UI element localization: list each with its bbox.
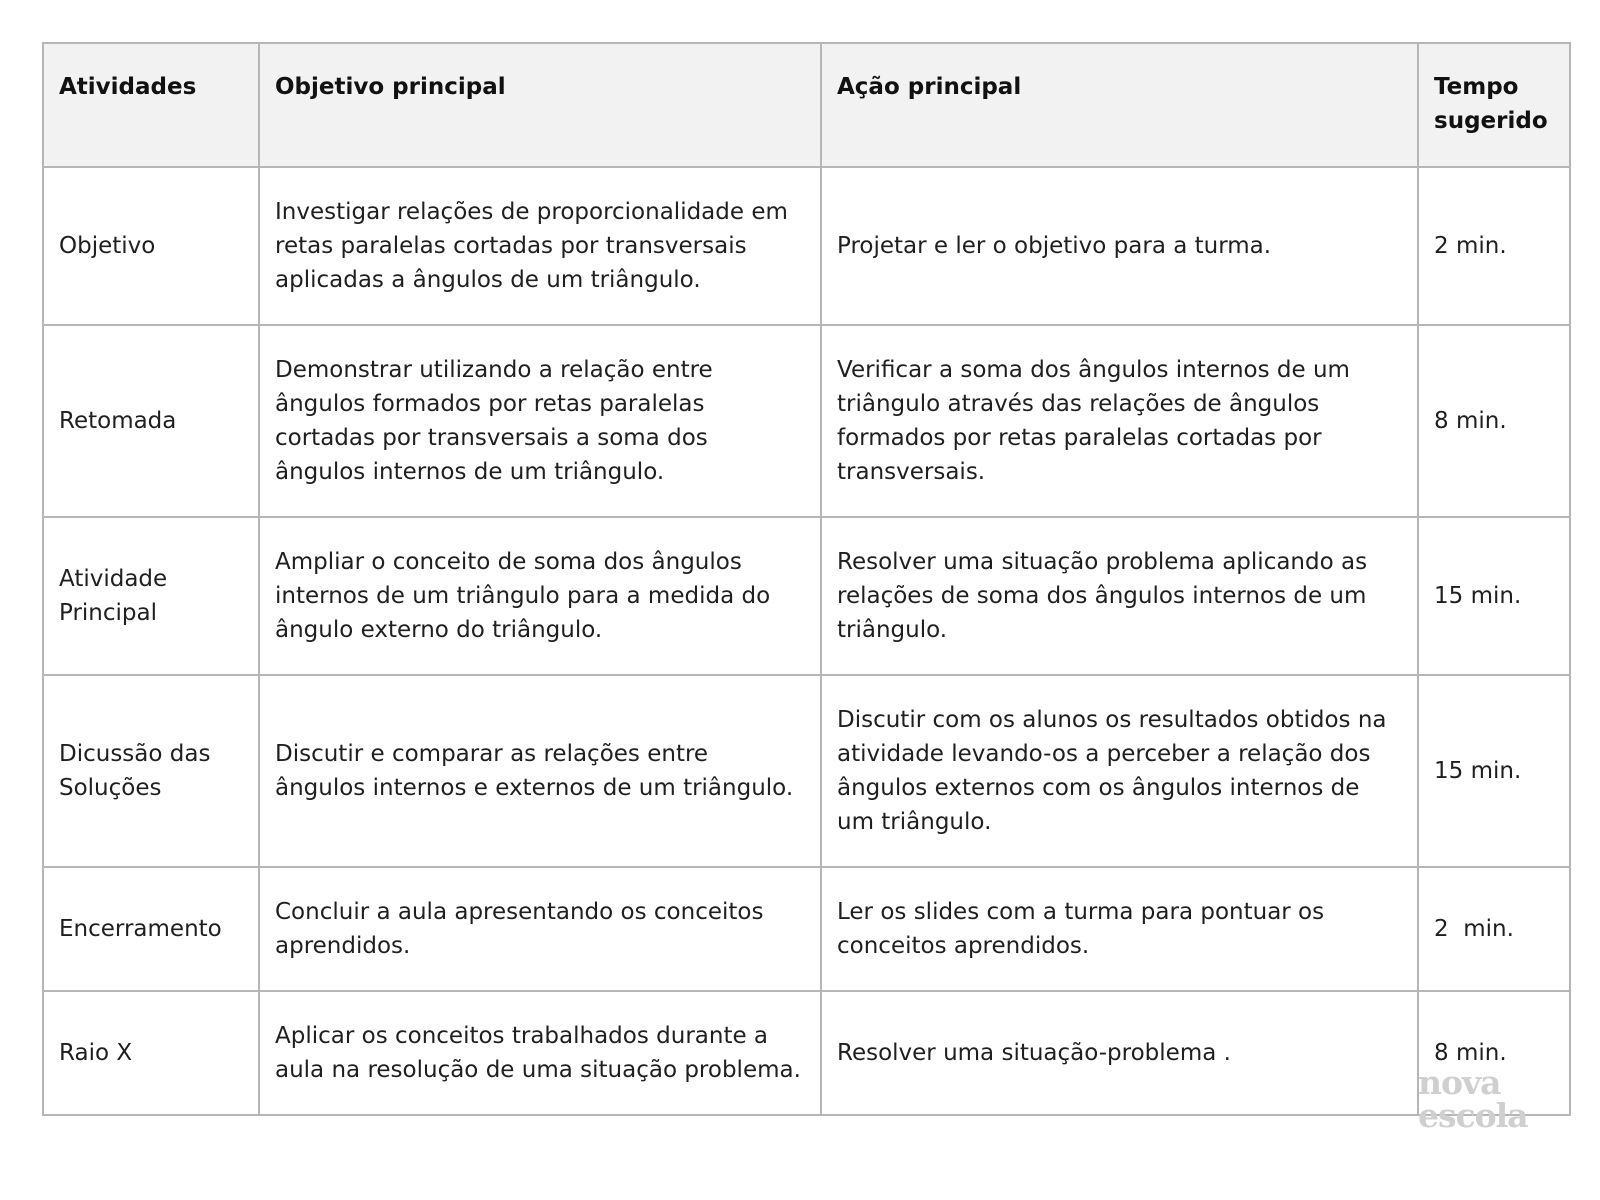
cell-tempo: 8 min. (1418, 991, 1570, 1115)
cell-objetivo: Aplicar os conceitos trabalhados durante a aula na resolução de uma situação problema. (259, 991, 821, 1115)
header-tempo-sugerido: Tempo sugerido (1418, 43, 1570, 167)
logo-line-2: escola (1418, 1096, 1528, 1135)
cell-objetivo: Concluir a aula apresentando os conceitos aprendidos. (259, 867, 821, 991)
cell-acao: Ler os slides com a turma para pontuar os conceitos aprendidos. (821, 867, 1418, 991)
cell-objetivo: Demonstrar utilizando a relação entre ângulos formados por retas paralelas cortadas por transversais a soma dos ângulos internos de um triângulo. (259, 325, 821, 517)
header-acao-principal: Ação principal (821, 43, 1418, 167)
cell-tempo: 8 min. (1418, 325, 1570, 517)
lesson-plan-table (42, 42, 1571, 1116)
cell-atividade: Encerramento (43, 867, 259, 991)
logo-line-1: nova (1418, 1063, 1501, 1102)
cell-tempo: 2 min. (1418, 867, 1570, 991)
table-row (43, 675, 1570, 867)
table-row (43, 517, 1570, 675)
cell-objetivo: Investigar relações de proporcionalidade em retas paralelas cortadas por transversais aplicadas a ângulos de um triângulo. (259, 167, 821, 325)
cell-acao: Verificar a soma dos ângulos internos de um triângulo através das relações de ângulos formados por retas paralelas cortadas por transversais. (821, 325, 1418, 517)
cell-acao: Resolver uma situação problema aplicando as relações de soma dos ângulos internos de um triângulo. (821, 517, 1418, 675)
cell-atividade: Raio X (43, 991, 259, 1115)
table-header-row (43, 43, 1570, 167)
cell-tempo: 15 min. (1418, 675, 1570, 867)
cell-tempo: 2 min. (1418, 167, 1570, 325)
table-row (43, 991, 1570, 1115)
cell-acao: Discutir com os alunos os resultados obtidos na atividade levando-os a perceber a relação dos ângulos externos com os ângulos internos de um triângulo. (821, 675, 1418, 867)
cell-acao: Projetar e ler o objetivo para a turma. (821, 167, 1418, 325)
cell-atividade: Atividade Principal (43, 517, 259, 675)
nova-escola-logo (1418, 1063, 1528, 1135)
cell-atividade: Retomada (43, 325, 259, 517)
cell-atividade: Objetivo (43, 167, 259, 325)
table-row (43, 867, 1570, 991)
cell-acao: Resolver uma situação-problema . (821, 991, 1418, 1115)
table-row (43, 325, 1570, 517)
cell-tempo: 15 min. (1418, 517, 1570, 675)
header-atividades: Atividades (43, 43, 259, 167)
cell-objetivo: Ampliar o conceito de soma dos ângulos internos de um triângulo para a medida do ângulo externo do triângulo. (259, 517, 821, 675)
header-objetivo-principal: Objetivo principal (259, 43, 821, 167)
cell-atividade: Dicussão das Soluções (43, 675, 259, 867)
cell-objetivo: Discutir e comparar as relações entre ângulos internos e externos de um triângulo. (259, 675, 821, 867)
table-row (43, 167, 1570, 325)
